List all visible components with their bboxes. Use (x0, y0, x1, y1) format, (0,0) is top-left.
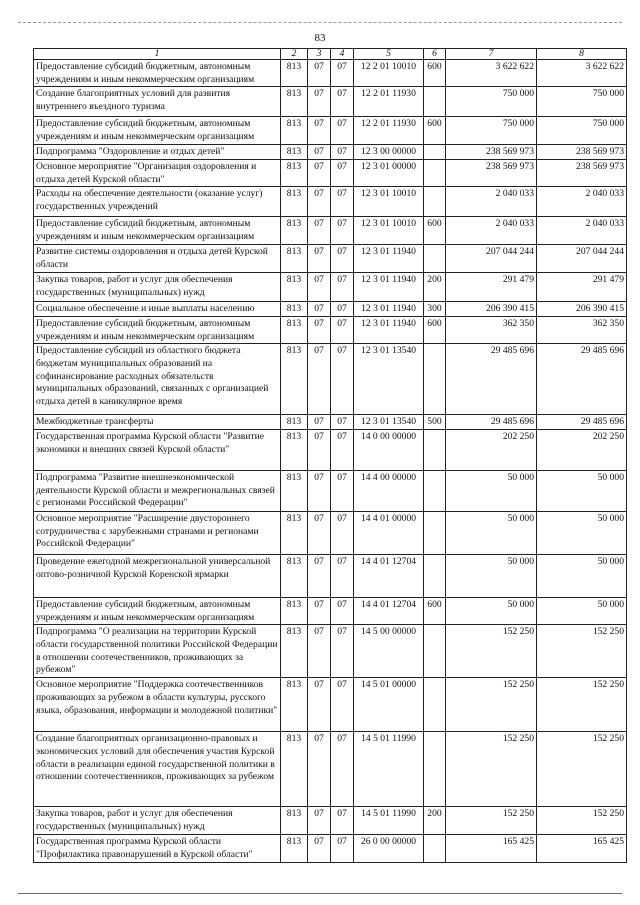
expense-name: Межбюджетные трансферты (34, 415, 281, 430)
amount-year-2: 238 569 973 (537, 145, 627, 160)
amount-year-2: 50 000 (537, 511, 627, 554)
amount-year-2: 202 250 (537, 429, 627, 470)
column-header: 4 (331, 49, 354, 60)
table-row (34, 273, 627, 302)
target-article-code: 14 5 01 00000 (354, 678, 424, 732)
expense-type-code (424, 470, 446, 511)
target-article-code: 12 3 01 11940 (354, 316, 424, 343)
section-code: 07 (308, 245, 331, 273)
department-code: 813 (281, 245, 308, 273)
target-article-code: 12 2 01 11930 (354, 87, 424, 117)
section-code: 07 (308, 117, 331, 145)
target-article-code: 14 4 01 12704 (354, 554, 424, 597)
table-row (34, 732, 627, 807)
subsection-code: 07 (331, 807, 354, 835)
department-code: 813 (281, 187, 308, 217)
section-code: 07 (308, 273, 331, 302)
target-article-code: 12 2 01 10010 (354, 60, 424, 87)
department-code: 813 (281, 273, 308, 302)
column-header: 5 (354, 49, 424, 60)
subsection-code: 07 (331, 344, 354, 415)
expense-name: Подпрограмма "О реализации на территории Курской области государственной политики Российской Федерации в отношении соотечественников, проживающих за рубежом" (34, 625, 281, 678)
subsection-code: 07 (331, 245, 354, 273)
target-article-code: 12 3 01 13540 (354, 415, 424, 430)
subsection-code: 07 (331, 217, 354, 245)
target-article-code: 14 4 01 12704 (354, 597, 424, 624)
section-code: 07 (308, 344, 331, 415)
table-row (34, 344, 627, 415)
target-article-code: 12 3 01 10010 (354, 217, 424, 245)
amount-year-2: 165 425 (537, 835, 627, 862)
table-row (34, 117, 627, 145)
table-row (34, 625, 627, 678)
section-code: 07 (308, 60, 331, 87)
amount-year-2: 152 250 (537, 732, 627, 807)
department-code: 813 (281, 344, 308, 415)
column-header: 2 (281, 49, 308, 60)
department-code: 813 (281, 678, 308, 732)
target-article-code: 14 4 01 00000 (354, 511, 424, 554)
subsection-code: 07 (331, 87, 354, 117)
amount-year-2: 750 000 (537, 87, 627, 117)
target-article-code: 12 3 01 11940 (354, 245, 424, 273)
table-row (34, 415, 627, 430)
subsection-code: 07 (331, 678, 354, 732)
expense-name: Подпрограмма "Развитие внешнеэкономической деятельности Курской области и межрегиональных связей с регионами Российской Федерации" (34, 470, 281, 511)
section-code: 07 (308, 470, 331, 511)
table-row (34, 429, 627, 470)
top-scan-border (18, 22, 622, 23)
table-row (34, 554, 627, 597)
amount-year-1: 50 000 (446, 597, 537, 624)
section-code: 07 (308, 678, 331, 732)
amount-year-1: 202 250 (446, 429, 537, 470)
header-row (34, 49, 627, 60)
amount-year-2: 3 622 622 (537, 60, 627, 87)
column-header: 7 (446, 49, 537, 60)
target-article-code: 12 3 01 10010 (354, 187, 424, 217)
column-header: 3 (308, 49, 331, 60)
target-article-code: 14 0 00 00000 (354, 429, 424, 470)
target-article-code: 14 5 00 00000 (354, 625, 424, 678)
table-row (34, 217, 627, 245)
expense-name: Проведение ежегодной межрегиональной универсальной оптово-розничной Курской Коренской ярмарки (34, 554, 281, 597)
department-code: 813 (281, 60, 308, 87)
amount-year-1: 50 000 (446, 470, 537, 511)
amount-year-2: 152 250 (537, 625, 627, 678)
target-article-code: 12 2 01 11930 (354, 117, 424, 145)
amount-year-2: 50 000 (537, 554, 627, 597)
amount-year-1: 750 000 (446, 117, 537, 145)
department-code: 813 (281, 302, 308, 317)
department-code: 813 (281, 87, 308, 117)
subsection-code: 07 (331, 60, 354, 87)
expense-type-code (424, 511, 446, 554)
subsection-code: 07 (331, 732, 354, 807)
subsection-code: 07 (331, 597, 354, 624)
section-code: 07 (308, 87, 331, 117)
subsection-code: 07 (331, 415, 354, 430)
expense-type-code (424, 245, 446, 273)
amount-year-1: 291 479 (446, 273, 537, 302)
section-code: 07 (308, 807, 331, 835)
subsection-code: 07 (331, 625, 354, 678)
expense-name: Предоставление субсидий из областного бюджета бюджетам муниципальных образований на софинансирование расходных обязательств муниципальных образований, связанных с организацией отдыха детей в каникулярное время (34, 344, 281, 415)
table-row (34, 302, 627, 317)
subsection-code: 07 (331, 429, 354, 470)
section-code: 07 (308, 145, 331, 160)
table-row (34, 835, 627, 862)
amount-year-2: 29 485 696 (537, 415, 627, 430)
expense-type-code (424, 187, 446, 217)
expense-name: Предоставление субсидий бюджетным, автономным учреждениям и иным некоммерческим организациям (34, 60, 281, 87)
amount-year-1: 2 040 033 (446, 187, 537, 217)
table-row (34, 145, 627, 160)
subsection-code: 07 (331, 187, 354, 217)
expense-name: Создание благоприятных условий для развития внутреннего въездного туризма (34, 87, 281, 117)
amount-year-2: 362 350 (537, 316, 627, 343)
amount-year-1: 3 622 622 (446, 60, 537, 87)
target-article-code: 26 0 00 00000 (354, 835, 424, 862)
amount-year-1: 152 250 (446, 732, 537, 807)
amount-year-1: 238 569 973 (446, 145, 537, 160)
target-article-code: 12 3 01 00000 (354, 159, 424, 186)
department-code: 813 (281, 217, 308, 245)
section-code: 07 (308, 511, 331, 554)
expense-name: Закупка товаров, работ и услуг для обеспечения государственных (муниципальных) нужд (34, 807, 281, 835)
expense-type-code: 300 (424, 302, 446, 317)
table-row (34, 807, 627, 835)
amount-year-2: 29 485 696 (537, 344, 627, 415)
expense-type-code (424, 554, 446, 597)
amount-year-2: 238 569 973 (537, 159, 627, 186)
department-code: 813 (281, 835, 308, 862)
amount-year-1: 238 569 973 (446, 159, 537, 186)
department-code: 813 (281, 316, 308, 343)
column-header: 1 (34, 49, 281, 60)
department-code: 813 (281, 554, 308, 597)
target-article-code: 12 3 01 11940 (354, 302, 424, 317)
table-row (34, 597, 627, 624)
expense-type-code (424, 429, 446, 470)
expense-name: Основное мероприятие "Расширение двустороннего сотрудничества с зарубежными странами и регионами Российской Федерации" (34, 511, 281, 554)
section-code: 07 (308, 597, 331, 624)
expense-type-code: 600 (424, 117, 446, 145)
expense-name: Создание благоприятных организационно-правовых и экономических условий для обеспечения участия Курской области в реализации единой государственной политики в отношении соотечественников, проживающих за рубежом (34, 732, 281, 807)
department-code: 813 (281, 159, 308, 186)
subsection-code: 07 (331, 273, 354, 302)
column-header: 6 (424, 49, 446, 60)
department-code: 813 (281, 807, 308, 835)
subsection-code: 07 (331, 316, 354, 343)
amount-year-1: 152 250 (446, 678, 537, 732)
section-code: 07 (308, 732, 331, 807)
expense-type-code: 200 (424, 807, 446, 835)
expense-name: Предоставление субсидий бюджетным, автономным учреждениям и иным некоммерческим организациям (34, 316, 281, 343)
expense-type-code (424, 344, 446, 415)
expense-name: Расходы на обеспечение деятельности (оказание услуг) государственных учреждений (34, 187, 281, 217)
section-code: 07 (308, 429, 331, 470)
section-code: 07 (308, 159, 331, 186)
column-header: 8 (537, 49, 627, 60)
expense-type-code (424, 625, 446, 678)
amount-year-1: 362 350 (446, 316, 537, 343)
amount-year-1: 152 250 (446, 625, 537, 678)
section-code: 07 (308, 415, 331, 430)
amount-year-2: 50 000 (537, 470, 627, 511)
amount-year-2: 152 250 (537, 807, 627, 835)
target-article-code: 12 3 00 00000 (354, 145, 424, 160)
subsection-code: 07 (331, 470, 354, 511)
target-article-code: 12 3 01 13540 (354, 344, 424, 415)
expense-type-code: 600 (424, 597, 446, 624)
amount-year-2: 207 044 244 (537, 245, 627, 273)
amount-year-1: 165 425 (446, 835, 537, 862)
table-row (34, 187, 627, 217)
expense-type-code (424, 678, 446, 732)
expense-name: Государственная программа Курской области "Развитие экономики и внешних связей Курской области" (34, 429, 281, 470)
department-code: 813 (281, 117, 308, 145)
amount-year-1: 206 390 415 (446, 302, 537, 317)
department-code: 813 (281, 470, 308, 511)
subsection-code: 07 (331, 511, 354, 554)
amount-year-2: 152 250 (537, 678, 627, 732)
amount-year-2: 206 390 415 (537, 302, 627, 317)
amount-year-1: 50 000 (446, 511, 537, 554)
budget-table (33, 48, 627, 863)
amount-year-1: 152 250 (446, 807, 537, 835)
expense-name: Основное мероприятие "Организация оздоровления и отдыха детей Курской области" (34, 159, 281, 186)
table-row (34, 470, 627, 511)
expense-type-code: 600 (424, 217, 446, 245)
expense-name: Предоставление субсидий бюджетным, автономным учреждениям и иным некоммерческим организациям (34, 217, 281, 245)
department-code: 813 (281, 145, 308, 160)
section-code: 07 (308, 217, 331, 245)
expense-name: Подпрограмма "Оздоровление и отдых детей" (34, 145, 281, 160)
department-code: 813 (281, 597, 308, 624)
section-code: 07 (308, 187, 331, 217)
department-code: 813 (281, 415, 308, 430)
section-code: 07 (308, 835, 331, 862)
section-code: 07 (308, 302, 331, 317)
department-code: 813 (281, 429, 308, 470)
table-row (34, 316, 627, 343)
subsection-code: 07 (331, 302, 354, 317)
expense-type-code (424, 159, 446, 186)
amount-year-1: 29 485 696 (446, 344, 537, 415)
expense-type-code (424, 145, 446, 160)
bottom-scan-border (18, 893, 622, 894)
section-code: 07 (308, 554, 331, 597)
table-row (34, 159, 627, 186)
section-code: 07 (308, 316, 331, 343)
expense-type-code: 500 (424, 415, 446, 430)
table-row (34, 245, 627, 273)
page-number: 83 (314, 32, 326, 44)
expense-type-code (424, 835, 446, 862)
department-code: 813 (281, 732, 308, 807)
table-row (34, 60, 627, 87)
department-code: 813 (281, 511, 308, 554)
expense-name: Предоставление субсидий бюджетным, автономным учреждениям и иным некоммерческим организациям (34, 117, 281, 145)
amount-year-2: 2 040 033 (537, 217, 627, 245)
amount-year-1: 750 000 (446, 87, 537, 117)
amount-year-1: 2 040 033 (446, 217, 537, 245)
amount-year-1: 29 485 696 (446, 415, 537, 430)
expense-name: Предоставление субсидий бюджетным, автономным учреждениям и иным некоммерческим организациям (34, 597, 281, 624)
expense-type-code: 200 (424, 273, 446, 302)
amount-year-2: 291 479 (537, 273, 627, 302)
amount-year-2: 50 000 (537, 597, 627, 624)
amount-year-2: 2 040 033 (537, 187, 627, 217)
target-article-code: 14 5 01 11990 (354, 732, 424, 807)
expense-type-code: 600 (424, 316, 446, 343)
expense-name: Развитие системы оздоровления и отдыха детей Курской области (34, 245, 281, 273)
department-code: 813 (281, 625, 308, 678)
amount-year-1: 50 000 (446, 554, 537, 597)
target-article-code: 14 4 00 00000 (354, 470, 424, 511)
amount-year-2: 750 000 (537, 117, 627, 145)
target-article-code: 14 5 01 11990 (354, 807, 424, 835)
subsection-code: 07 (331, 159, 354, 186)
expense-name: Государственная программа Курской области "Профилактика правонарушений в Курской области" (34, 835, 281, 862)
expense-name: Закупка товаров, работ и услуг для обеспечения государственных (муниципальных) нужд (34, 273, 281, 302)
target-article-code: 12 3 01 11940 (354, 273, 424, 302)
table-row (34, 87, 627, 117)
expense-name: Основное мероприятие "Поддержка соотечественников проживающих за рубежом в области культуры, русского языка, образования, информации и молодежной политики" (34, 678, 281, 732)
section-code: 07 (308, 625, 331, 678)
expense-type-code: 600 (424, 60, 446, 87)
subsection-code: 07 (331, 145, 354, 160)
expense-name: Социальное обеспечение и иные выплаты населению (34, 302, 281, 317)
amount-year-1: 207 044 244 (446, 245, 537, 273)
subsection-code: 07 (331, 554, 354, 597)
table-row (34, 511, 627, 554)
table-row (34, 678, 627, 732)
subsection-code: 07 (331, 835, 354, 862)
subsection-code: 07 (331, 117, 354, 145)
expense-type-code (424, 732, 446, 807)
expense-type-code (424, 87, 446, 117)
